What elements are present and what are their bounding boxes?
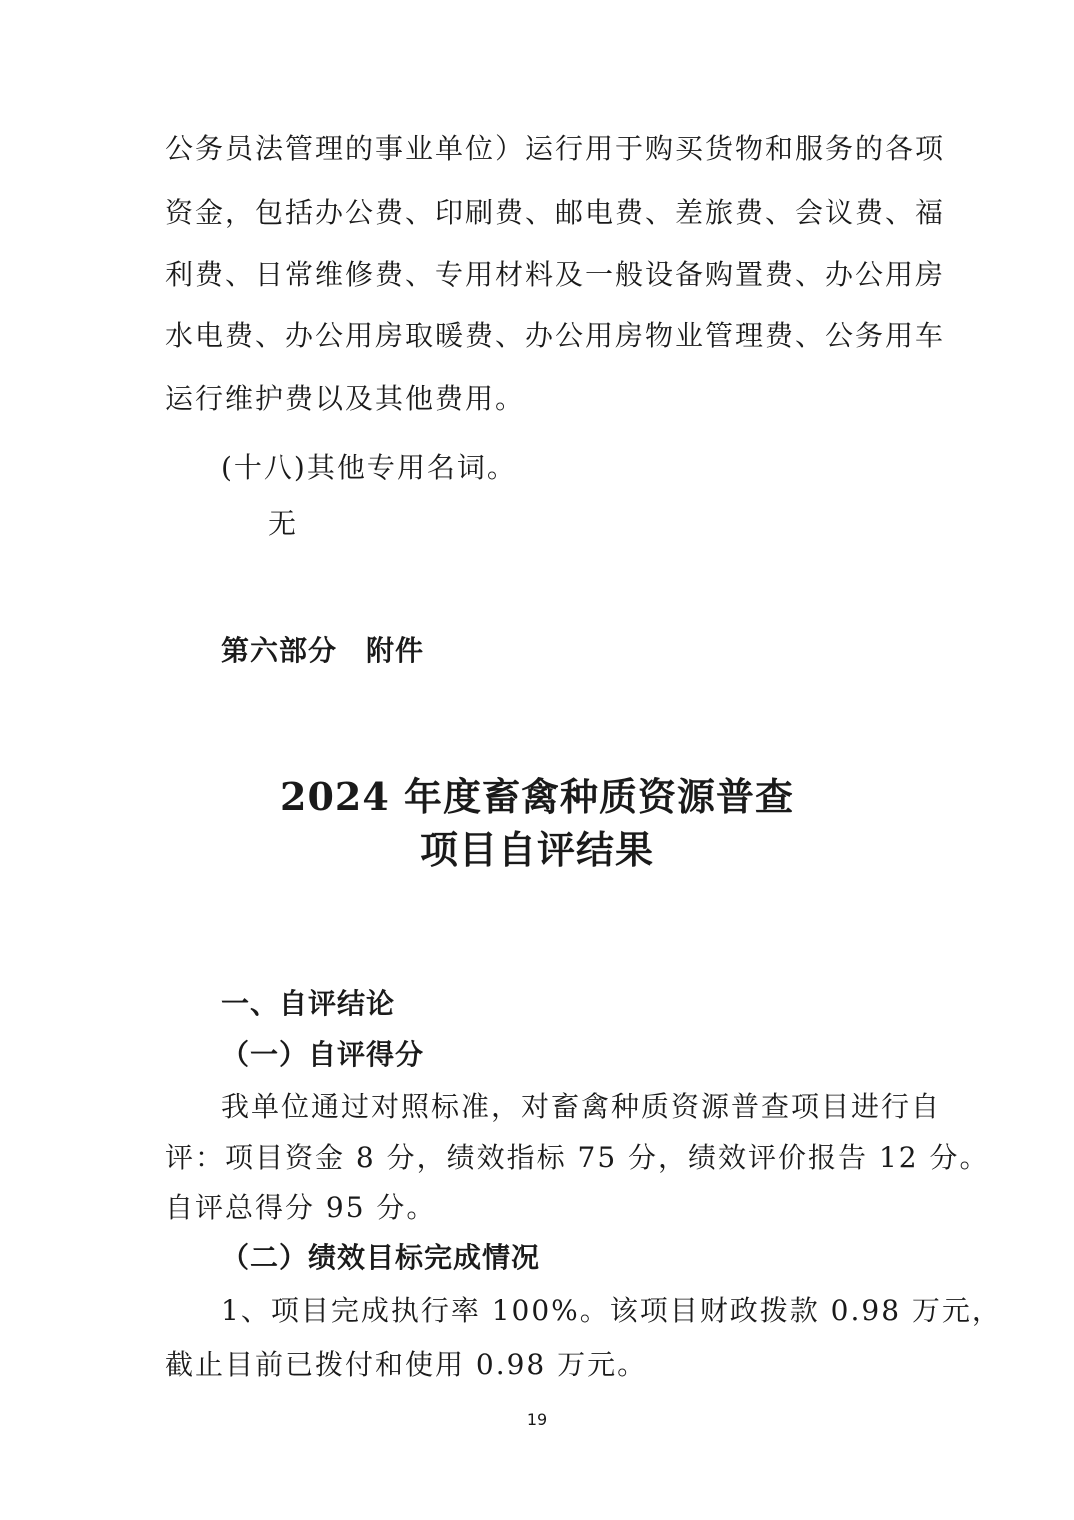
section-one-heading: 一、自评结论 (221, 987, 396, 1020)
paragraph-line: 我单位通过对照标准，对畜禽种质资源普查项目进行自 (221, 1090, 942, 1123)
paragraph-line: 利费、日常维修费、专用材料及一般设备购置费、办公用房 (165, 258, 946, 291)
paragraph-line: 评：项目资金 8 分，绩效指标 75 分，绩效评价报告 12 分。 (165, 1141, 990, 1174)
page-number: 19 (526, 1410, 548, 1429)
paragraph-line: 1、项目完成执行率 100%。该项目财政拨款 0.98 万元， (221, 1294, 1002, 1327)
item-18-heading: (十八)其他专用名词。 (221, 451, 517, 484)
paragraph-line: 自评总得分 95 分。 (165, 1191, 437, 1224)
paragraph-line: 运行维护费以及其他费用。 (165, 382, 526, 415)
part-six-heading: 第六部分 附件 (221, 634, 425, 667)
paragraph-line: 截止目前已拨付和使用 0.98 万元。 (165, 1348, 648, 1381)
document-title-line2: 项目自评结果 (419, 827, 654, 872)
paragraph-line: 资金，包括办公费、印刷费、邮电费、差旅费、会议费、福 (165, 196, 946, 229)
paragraph-line: 公务员法管理的事业单位）运行用于购买货物和服务的各项 (165, 132, 946, 165)
paragraph-line: 水电费、办公用房取暖费、办公用房物业管理费、公务用车 (165, 319, 946, 352)
item-18-content: 无 (268, 507, 299, 540)
subsection-two-heading: （二）绩效目标完成情况 (221, 1241, 541, 1274)
subsection-one-heading: （一）自评得分 (221, 1038, 425, 1071)
document-title-line1: 2024 年度畜禽种质资源普查 (280, 774, 794, 819)
